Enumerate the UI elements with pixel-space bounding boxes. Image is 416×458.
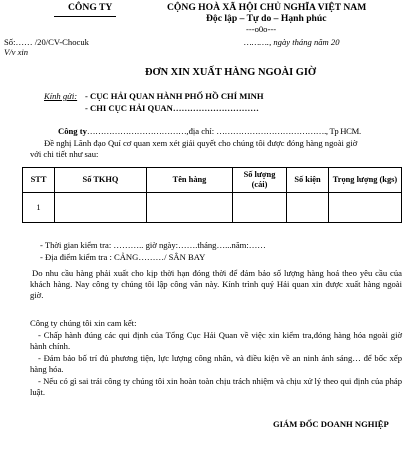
document-title: ĐƠN XIN XUẤT HÀNG NGOÀI GIỜ [145, 67, 316, 78]
table-cell[interactable] [55, 193, 147, 223]
commitment-item: - Nếu có gì sai trái công ty chúng tôi xin hoàn toàn chịu trách nhiệm và chịu xử lý theo qui định của pháp luật. [30, 376, 402, 397]
company-label: CÔNG TY [68, 2, 113, 13]
table-cell[interactable] [147, 193, 233, 223]
recipient-label: Kính gửi: [44, 91, 78, 101]
table-cell[interactable] [233, 193, 287, 223]
address-field-dots: …………………………………., Tp HCM. [216, 126, 361, 136]
goods-table [22, 167, 402, 223]
inspection-place: - Địa điểm kiểm tra : CẢNG………/ SÂN BAY [40, 252, 206, 262]
header-stt: STT [23, 168, 55, 193]
motto: Độc lập – Tự do – Hạnh phúc [206, 13, 327, 24]
commitment-item: - Chấp hành đúng các qui định của Tổng Cục Hải Quan về việc xin kiểm tra,đóng hàng hóa ngoài giờ hành chính. [30, 330, 402, 351]
commitment-intro: Công ty chúng tôi xin cam kết: [30, 318, 137, 328]
recipient-line-1: - CỤC HẢI QUAN HÀNH PHỐ HỒ CHÍ MINH [85, 91, 264, 101]
reason-paragraph: Do nhu cầu hàng phải xuất cho kịp thời hạn đóng thời để đảm bảo số lượng hàng hoá theo yêu cầu của khách hàng. Nay công ty chúng tôi lập công văn này. Kính trình quý Hải quan xin được xuất hàng ngoài giờ. [30, 268, 402, 300]
table-cell[interactable] [287, 193, 329, 223]
company-field-dots: ……………………………… [86, 126, 187, 136]
request-line-2: với chi tiết như sau: [30, 149, 99, 159]
inspection-time: - Thời gian kiểm tra: ……….. giờ ngày:…….tháng…...năm:…… [40, 240, 266, 250]
country-title: CỘNG HOÀ XÃ HỘI CHỦ NGHĨA VIỆT NAM [167, 2, 367, 13]
table-row [23, 193, 402, 223]
header-quantity: Số lượng (cái) [233, 168, 287, 193]
header-declaration-number: Số TKHQ [55, 168, 147, 193]
company-field-label: Công ty [58, 126, 87, 136]
signature-title: GIÁM ĐỐC DOANH NGHIỆP [273, 419, 389, 429]
doc-number: Số:…… /20/CV-Chocuk [4, 37, 89, 47]
subject-line: V/v xin [4, 47, 29, 57]
company-underline [54, 16, 116, 17]
table-header-row [23, 168, 402, 193]
company-line [58, 126, 361, 136]
separator: ---o0o--- [246, 24, 277, 34]
recipient-line-2: - CHI CỤC HẢI QUAN………………………… [85, 103, 259, 113]
table-cell[interactable]: 1 [23, 193, 55, 223]
request-line-1: Đề nghị Lãnh đạo Quí cơ quan xem xét giải quyết cho chúng tôi được đóng hàng ngoài giờ [44, 138, 358, 148]
header-packages: Số kiện [287, 168, 329, 193]
header-weight: Trọng lượng (kgs) [329, 168, 402, 193]
header-goods-name: Tên hàng [147, 168, 233, 193]
address-field-label: ,địa chỉ: [186, 126, 217, 136]
place-date: ………., ngày tháng năm 20 [244, 37, 340, 47]
commitment-item: - Đảm bảo bố trí đủ phương tiện, lực lượng công nhân, và điều kiện về an ninh ánh sáng… để bốc xếp hàng hóa. [30, 353, 402, 374]
table-cell[interactable] [329, 193, 402, 223]
